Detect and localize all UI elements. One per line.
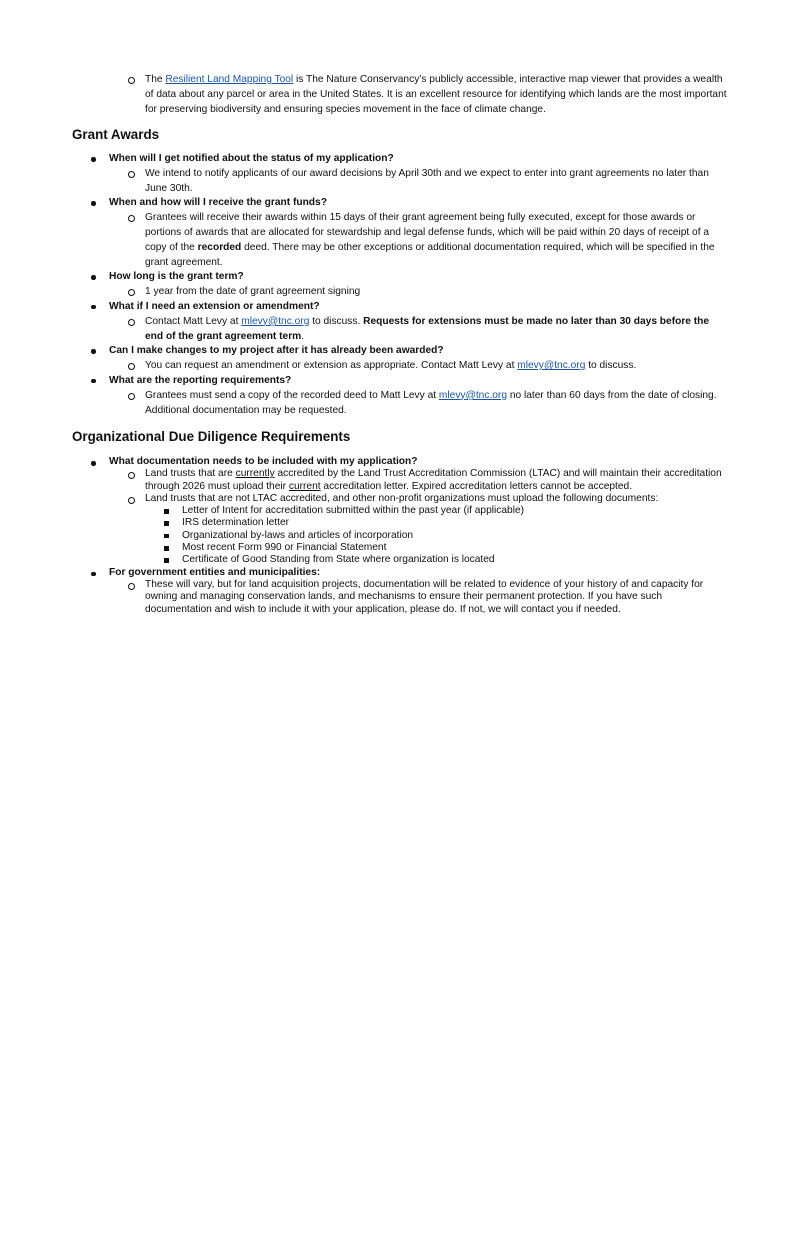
due-diligence-section [0,456,800,616]
faq-question: When and how will I receive the grant funds? [0,196,800,211]
hollow-bullet-icon [128,472,135,479]
hollow-bullet-icon [128,171,135,178]
bullet-icon [91,461,96,466]
faq-answer: 1 year from the date of grant agreement signing [0,285,800,300]
square-bullet-icon [164,546,169,551]
bullet-icon [91,305,96,310]
faq-answer: Grantees will receive their awards within 15 days of their grant agreement being fully executed, except for those awards or portions of awards that are allocated for stewardship and legal defense funds, which will be paid within 20 days of receipt of a copy of the recorded deed. There may be other exceptions or additional documentation required, which will be specified in the grant agreement. [0,211,800,270]
document-list-item: IRS determination letter [0,517,800,529]
document-list-item: Letter of Intent for accreditation submitted within the past year (if applicable) [0,505,800,517]
bullet-icon [91,157,96,162]
faq-question: What documentation needs to be included with my application? [0,456,800,468]
faq-question: What are the reporting requirements? [0,374,800,389]
faq-question: How long is the grant term? [0,270,800,285]
faq-answer: We intend to notify applicants of our award decisions by April 30th and we expect to enter into grant agreements no later than June 30th. [0,167,800,197]
bullet-icon [91,201,96,206]
document-list-item: Organizational by-laws and articles of incorporation [0,530,800,542]
faq-answer: Land trusts that are currently accredited by the Land Trust Accreditation Commission (LTAC) and will maintain their accreditation through 2026 must upload their current accreditation letter. Expired accreditation letters cannot be accepted. [0,468,800,493]
hollow-bullet-icon [128,77,135,84]
bullet-icon [91,349,96,354]
email-link[interactable]: mlevy@tnc.org [438,389,507,401]
hollow-bullet-icon [128,289,135,296]
hollow-bullet-icon [128,393,135,400]
faq-question: For government entities and municipalities: [0,567,800,579]
bullet-icon [91,275,96,280]
hollow-bullet-icon [128,497,135,504]
faq-question: What if I need an extension or amendment? [0,300,800,315]
square-bullet-icon [164,509,169,514]
faq-question: When will I get notified about the status of my application? [0,152,800,167]
faq-answer: Land trusts that are not LTAC accredited, and other non-profit organizations must upload the following documents: [0,493,800,505]
grant-awards-section [0,152,800,418]
square-bullet-icon [164,521,169,526]
document-list-item: Most recent Form 990 or Financial Statement [0,542,800,554]
faq-answer: Grantees must send a copy of the recorded deed to Matt Levy at mlevy@tnc.org no later than 60 days from the date of closing. Additional documentation may be requested. [0,389,800,419]
hollow-bullet-icon [128,363,135,370]
email-link[interactable]: mlevy@tnc.org [517,360,586,372]
email-link[interactable]: mlevy@tnc.org [241,315,310,327]
intro-item: The Resilient Land Mapping Tool is The Nature Conservancy’s publicly accessible, interactive map viewer that provides a wealth of data about any parcel or area in the United States. It is an excellent resource for identifying which lands are the most important for preserving biodiversity and ensuring species movement in the face of climate change. [0,73,800,117]
intro-section [0,73,800,117]
hollow-bullet-icon [128,583,135,590]
resilient-land-mapping-tool-link[interactable]: Resilient Land Mapping Tool [165,74,294,85]
hollow-bullet-icon [128,215,135,222]
document-list-item: Certificate of Good Standing from State where organization is located [0,554,800,566]
bullet-icon [91,379,96,384]
square-bullet-icon [164,558,169,563]
faq-answer: Contact Matt Levy at mlevy@tnc.org to discuss. Requests for extensions must be made no later than 30 days before the end of the grant agreement term. [0,315,800,345]
square-bullet-icon [164,534,169,539]
faq-answer: These will vary, but for land acquisition projects, documentation will be related to evidence of your history of and capacity for owning and managing conservation lands, and mechanisms to ensure their permanent protection. If you have such documentation and wish to include it with your application, please do. If not, we will contact you if needed. [0,579,800,616]
faq-question: Can I make changes to my project after it has already been awarded? [0,344,800,359]
grant-awards-heading: Grant Awards [72,127,160,142]
bullet-icon [91,572,96,577]
due-diligence-heading: Organizational Due Diligence Requirements [72,429,351,444]
faq-answer: You can request an amendment or extension as appropriate. Contact Matt Levy at mlevy@tnc.org to discuss. [0,359,800,374]
hollow-bullet-icon [128,319,135,326]
